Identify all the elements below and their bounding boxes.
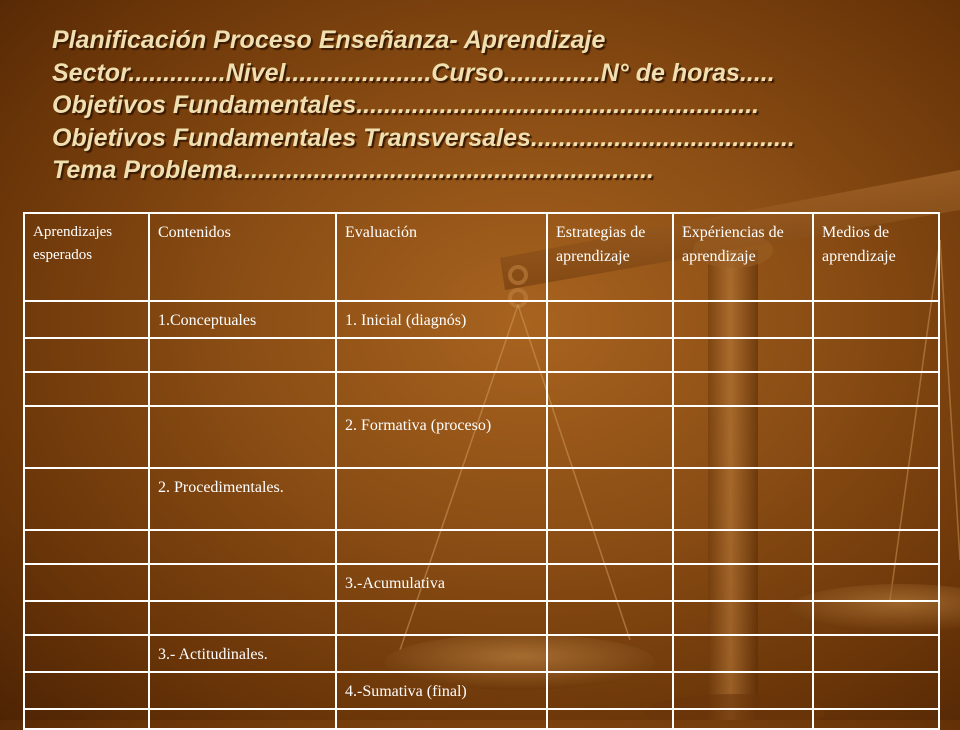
table-cell (813, 301, 939, 338)
header-aprendizajes: Aprendizajes esperados (24, 213, 149, 301)
table-cell (149, 372, 336, 406)
table-cell (813, 601, 939, 635)
table-cell (673, 372, 813, 406)
table-row (24, 564, 939, 601)
table-cell (813, 530, 939, 564)
table-row (24, 372, 939, 406)
header-medios: Medios de aprendizaje (813, 213, 939, 301)
table-cell (24, 601, 149, 635)
table-cell: 4.-Sumativa (final) (336, 672, 547, 709)
table-row (24, 635, 939, 672)
table-cell (673, 301, 813, 338)
header-contenidos: Contenidos (149, 213, 336, 301)
table-cell (149, 672, 336, 709)
table-cell (149, 601, 336, 635)
title-line-main: Planificación Proceso Enseñanza- Aprendizaje (52, 26, 606, 54)
table-cell: 3.- Actitudinales. (149, 635, 336, 672)
table-row (24, 468, 939, 530)
table-cell (673, 530, 813, 564)
table-cell (24, 468, 149, 530)
table-cell (813, 564, 939, 601)
table-cell (24, 672, 149, 709)
table-cell (24, 372, 149, 406)
table-cell (24, 406, 149, 468)
table-cell (336, 530, 547, 564)
table-cell (813, 709, 939, 729)
table-row (24, 672, 939, 709)
table-cell (336, 709, 547, 729)
table-cell (149, 338, 336, 372)
table-cell (547, 301, 673, 338)
table-cell (149, 709, 336, 729)
table-cell (336, 468, 547, 530)
page-title (52, 24, 952, 187)
table-cell: 2. Procedimentales. (149, 468, 336, 530)
table-cell (547, 564, 673, 601)
table-cell (547, 530, 673, 564)
table-cell (673, 564, 813, 601)
table-cell (813, 468, 939, 530)
table-cell (673, 338, 813, 372)
table-cell: 1. Inicial (diagnós) (336, 301, 547, 338)
table-cell (336, 635, 547, 672)
table-cell (24, 709, 149, 729)
header-estrategias: Estrategias de aprendizaje (547, 213, 673, 301)
table-row (24, 406, 939, 468)
table-cell (336, 338, 547, 372)
table-cell (149, 564, 336, 601)
title-line-transversales: Objetivos Fundamentales Transversales...................................... (52, 123, 795, 152)
table-cell (547, 709, 673, 729)
table-row (24, 301, 939, 338)
table-cell (673, 601, 813, 635)
table-cell (813, 635, 939, 672)
table-cell (547, 468, 673, 530)
table-cell (813, 372, 939, 406)
table-cell (547, 635, 673, 672)
table-cell: 3.-Acumulativa (336, 564, 547, 601)
table-cell (673, 406, 813, 468)
table-row (24, 709, 939, 729)
table-cell (673, 635, 813, 672)
title-line-objetivos: Objetivos Fundamentales.......................................................... (52, 91, 760, 119)
table-cell: 2. Formativa (proceso) (336, 406, 547, 468)
table-cell (813, 672, 939, 709)
table-cell (24, 635, 149, 672)
table-cell (673, 672, 813, 709)
table-cell (336, 601, 547, 635)
table-cell (336, 372, 547, 406)
table-cell (813, 338, 939, 372)
table-cell (24, 530, 149, 564)
header-evaluacion: Evaluación (336, 213, 547, 301)
title-line-sector: Sector..............Nivel.....................Curso..............N° de horas..... (52, 58, 775, 87)
table-cell (547, 672, 673, 709)
table-row (24, 338, 939, 372)
table-row (24, 601, 939, 635)
table-cell (24, 564, 149, 601)
table-cell (547, 338, 673, 372)
table-cell (673, 468, 813, 530)
table-cell (149, 530, 336, 564)
table-cell (149, 406, 336, 468)
table-cell (547, 406, 673, 468)
table-cell (813, 406, 939, 468)
table-cell (547, 372, 673, 406)
title-line-tema: Tema Problema............................................................ (52, 156, 655, 184)
table-cell (24, 338, 149, 372)
header-experiencias: Expériencias de aprendizaje (673, 213, 813, 301)
table-row (24, 530, 939, 564)
table-cell (547, 601, 673, 635)
table-cell (24, 301, 149, 338)
planning-table (23, 212, 940, 730)
table-header-row (24, 213, 939, 301)
table-cell: 1.Conceptuales (149, 301, 336, 338)
table-cell (673, 709, 813, 729)
